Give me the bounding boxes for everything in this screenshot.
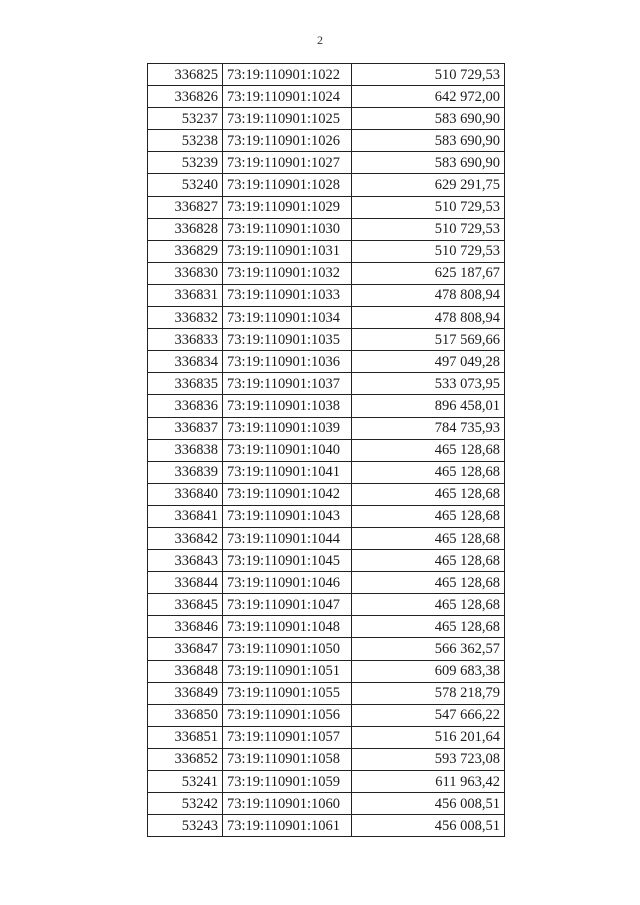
table-row [148, 748, 505, 770]
table-row [148, 108, 505, 130]
row-number-cell: 336833 [148, 329, 223, 351]
row-number-cell: 53242 [148, 793, 223, 815]
table-row [148, 726, 505, 748]
table-row [148, 284, 505, 306]
cadastral-value-cell: 510 729,53 [352, 240, 505, 262]
cadastral-number-cell: 73:19:110901:1031 [223, 240, 352, 262]
cadastral-number-cell: 73:19:110901:1035 [223, 329, 352, 351]
row-number-cell: 336826 [148, 86, 223, 108]
page-number: 2 [317, 33, 323, 47]
row-number-cell: 336839 [148, 461, 223, 483]
cadastral-number-cell: 73:19:110901:1060 [223, 793, 352, 815]
cadastral-value-cell: 465 128,68 [352, 572, 505, 594]
cadastral-value-cell: 456 008,51 [352, 815, 505, 837]
table-row [148, 395, 505, 417]
cadastral-number-cell: 73:19:110901:1033 [223, 284, 352, 306]
cadastral-value-cell: 510 729,53 [352, 218, 505, 240]
cadastral-number-cell: 73:19:110901:1061 [223, 815, 352, 837]
row-number-cell: 336848 [148, 660, 223, 682]
table-row [148, 240, 505, 262]
row-number-cell: 336851 [148, 726, 223, 748]
table-row [148, 439, 505, 461]
cadastral-number-cell: 73:19:110901:1057 [223, 726, 352, 748]
cadastral-value-cell: 465 128,68 [352, 594, 505, 616]
row-number-cell: 336840 [148, 483, 223, 505]
cadastral-value-cell: 578 218,79 [352, 682, 505, 704]
row-number-cell: 336849 [148, 682, 223, 704]
cadastral-number-cell: 73:19:110901:1042 [223, 483, 352, 505]
table-row [148, 483, 505, 505]
row-number-cell: 336843 [148, 550, 223, 572]
cadastral-number-cell: 73:19:110901:1043 [223, 505, 352, 527]
table-row [148, 307, 505, 329]
cadastral-number-cell: 73:19:110901:1027 [223, 152, 352, 174]
cadastral-number-cell: 73:19:110901:1050 [223, 638, 352, 660]
table-row [148, 218, 505, 240]
cadastral-number-cell: 73:19:110901:1039 [223, 417, 352, 439]
row-number-cell: 336850 [148, 704, 223, 726]
cadastral-number-cell: 73:19:110901:1036 [223, 351, 352, 373]
cadastral-number-cell: 73:19:110901:1025 [223, 108, 352, 130]
row-number-cell: 336844 [148, 572, 223, 594]
table-row [148, 527, 505, 549]
table-row [148, 130, 505, 152]
row-number-cell: 336836 [148, 395, 223, 417]
cadastral-value-cell: 465 128,68 [352, 616, 505, 638]
row-number-cell: 336830 [148, 262, 223, 284]
cadastral-value-cell: 516 201,64 [352, 726, 505, 748]
cadastral-number-cell: 73:19:110901:1058 [223, 748, 352, 770]
table-row [148, 152, 505, 174]
cadastral-value-cell: 611 963,42 [352, 771, 505, 793]
cadastral-value-cell: 784 735,93 [352, 417, 505, 439]
row-number-cell: 336832 [148, 307, 223, 329]
table-row [148, 373, 505, 395]
cadastral-value-cell: 497 049,28 [352, 351, 505, 373]
row-number-cell: 53243 [148, 815, 223, 837]
row-number-cell: 336845 [148, 594, 223, 616]
row-number-cell: 336837 [148, 417, 223, 439]
cadastral-value-cell: 478 808,94 [352, 307, 505, 329]
row-number-cell: 53240 [148, 174, 223, 196]
table-row [148, 638, 505, 660]
cadastral-value-cell: 517 569,66 [352, 329, 505, 351]
row-number-cell: 53241 [148, 771, 223, 793]
row-number-cell: 336829 [148, 240, 223, 262]
cadastral-number-cell: 73:19:110901:1022 [223, 64, 352, 86]
cadastral-number-cell: 73:19:110901:1038 [223, 395, 352, 417]
table-row [148, 815, 505, 837]
cadastral-value-cell: 478 808,94 [352, 284, 505, 306]
cadastral-value-cell: 465 128,68 [352, 483, 505, 505]
table-row [148, 594, 505, 616]
table-row [148, 262, 505, 284]
cadastral-number-cell: 73:19:110901:1032 [223, 262, 352, 284]
registry-table-body [148, 64, 505, 837]
table-row [148, 616, 505, 638]
cadastral-value-cell: 583 690,90 [352, 130, 505, 152]
row-number-cell: 336846 [148, 616, 223, 638]
cadastral-value-cell: 465 128,68 [352, 461, 505, 483]
cadastral-value-cell: 465 128,68 [352, 527, 505, 549]
table-row [148, 660, 505, 682]
table-row [148, 417, 505, 439]
cadastral-number-cell: 73:19:110901:1037 [223, 373, 352, 395]
cadastral-number-cell: 73:19:110901:1047 [223, 594, 352, 616]
table-row [148, 86, 505, 108]
cadastral-number-cell: 73:19:110901:1028 [223, 174, 352, 196]
table-row [148, 461, 505, 483]
cadastral-number-cell: 73:19:110901:1048 [223, 616, 352, 638]
cadastral-value-cell: 609 683,38 [352, 660, 505, 682]
cadastral-number-cell: 73:19:110901:1044 [223, 527, 352, 549]
cadastral-number-cell: 73:19:110901:1046 [223, 572, 352, 594]
row-number-cell: 336838 [148, 439, 223, 461]
table-row [148, 505, 505, 527]
cadastral-value-cell: 465 128,68 [352, 439, 505, 461]
cadastral-number-cell: 73:19:110901:1034 [223, 307, 352, 329]
cadastral-value-cell: 547 666,22 [352, 704, 505, 726]
row-number-cell: 336847 [148, 638, 223, 660]
cadastral-value-cell: 583 690,90 [352, 108, 505, 130]
table-row [148, 793, 505, 815]
cadastral-number-cell: 73:19:110901:1051 [223, 660, 352, 682]
row-number-cell: 336825 [148, 64, 223, 86]
table-row [148, 550, 505, 572]
row-number-cell: 53238 [148, 130, 223, 152]
cadastral-number-cell: 73:19:110901:1040 [223, 439, 352, 461]
table-row [148, 351, 505, 373]
cadastral-value-cell: 465 128,68 [352, 550, 505, 572]
cadastral-number-cell: 73:19:110901:1024 [223, 86, 352, 108]
table-row [148, 704, 505, 726]
table-row [148, 64, 505, 86]
cadastral-value-cell: 465 128,68 [352, 505, 505, 527]
cadastral-number-cell: 73:19:110901:1055 [223, 682, 352, 704]
row-number-cell: 336841 [148, 505, 223, 527]
cadastral-number-cell: 73:19:110901:1056 [223, 704, 352, 726]
registry-table [147, 63, 505, 837]
row-number-cell: 336828 [148, 218, 223, 240]
row-number-cell: 336842 [148, 527, 223, 549]
row-number-cell: 336852 [148, 748, 223, 770]
cadastral-number-cell: 73:19:110901:1045 [223, 550, 352, 572]
row-number-cell: 336831 [148, 284, 223, 306]
table-row [148, 771, 505, 793]
cadastral-value-cell: 625 187,67 [352, 262, 505, 284]
cadastral-value-cell: 456 008,51 [352, 793, 505, 815]
table-row [148, 572, 505, 594]
table-row [148, 196, 505, 218]
cadastral-value-cell: 510 729,53 [352, 64, 505, 86]
cadastral-number-cell: 73:19:110901:1041 [223, 461, 352, 483]
cadastral-value-cell: 510 729,53 [352, 196, 505, 218]
row-number-cell: 336834 [148, 351, 223, 373]
table-row [148, 329, 505, 351]
row-number-cell: 53237 [148, 108, 223, 130]
cadastral-value-cell: 896 458,01 [352, 395, 505, 417]
cadastral-value-cell: 629 291,75 [352, 174, 505, 196]
table-row [148, 174, 505, 196]
cadastral-value-cell: 593 723,08 [352, 748, 505, 770]
cadastral-number-cell: 73:19:110901:1059 [223, 771, 352, 793]
cadastral-value-cell: 583 690,90 [352, 152, 505, 174]
cadastral-value-cell: 533 073,95 [352, 373, 505, 395]
row-number-cell: 336835 [148, 373, 223, 395]
cadastral-number-cell: 73:19:110901:1029 [223, 196, 352, 218]
row-number-cell: 53239 [148, 152, 223, 174]
cadastral-value-cell: 566 362,57 [352, 638, 505, 660]
table-row [148, 682, 505, 704]
row-number-cell: 336827 [148, 196, 223, 218]
cadastral-value-cell: 642 972,00 [352, 86, 505, 108]
cadastral-number-cell: 73:19:110901:1030 [223, 218, 352, 240]
cadastral-number-cell: 73:19:110901:1026 [223, 130, 352, 152]
